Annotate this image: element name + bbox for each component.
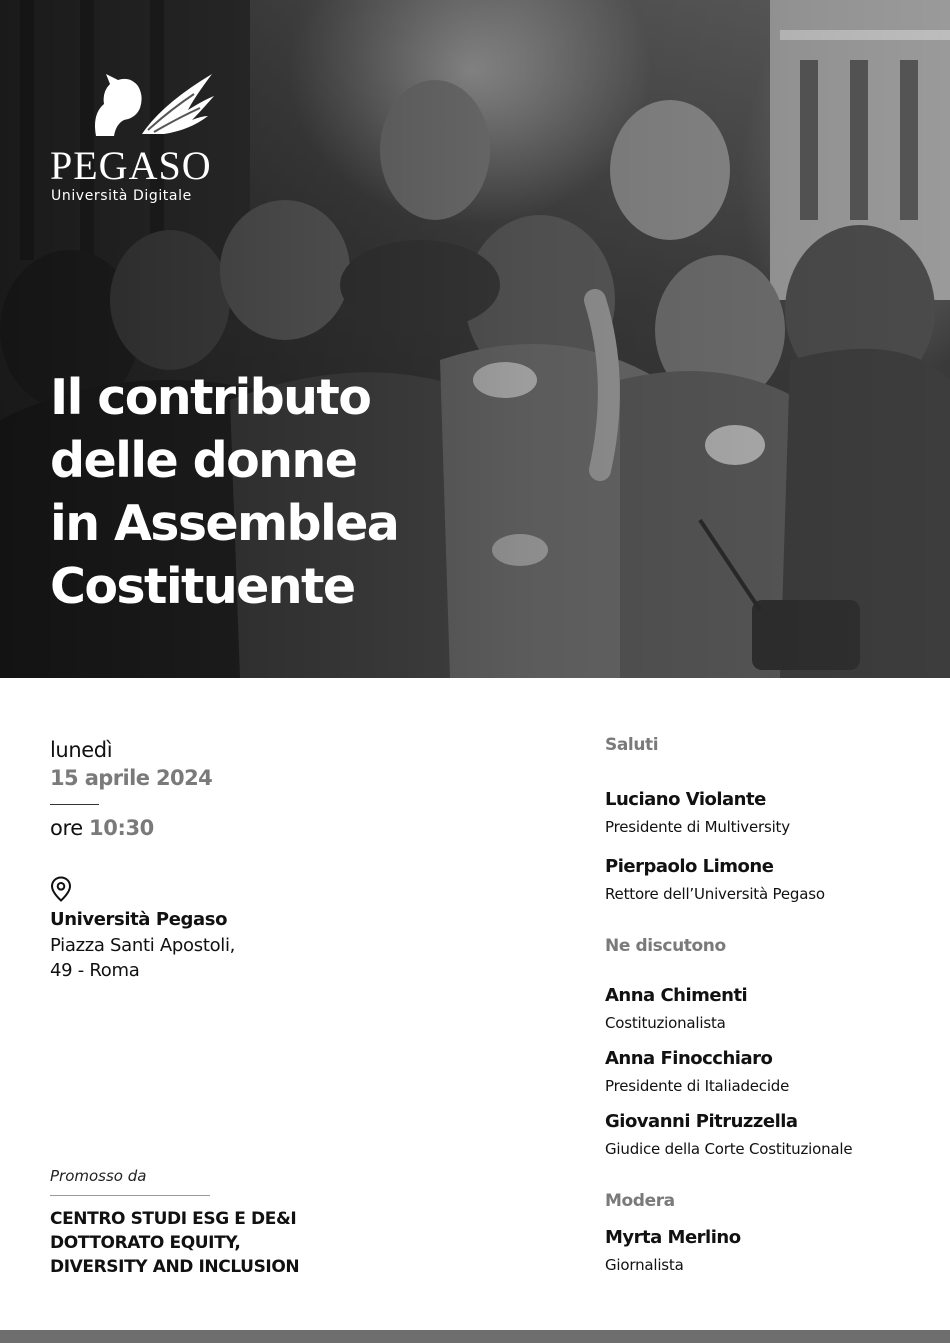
title-line-3: in Assemblea xyxy=(50,495,399,552)
footer-bar xyxy=(0,1330,950,1343)
speaker-name: Anna Chimenti xyxy=(605,985,748,1006)
event-time-line xyxy=(50,816,154,840)
section-heading-modera: Modera xyxy=(605,1191,675,1211)
event-time: 10:30 xyxy=(89,816,154,840)
speaker-role: Presidente di Italiadecide xyxy=(605,1077,790,1095)
promoter-line-1: CENTRO STUDI ESG E DE&I xyxy=(50,1209,297,1229)
speaker-role: Presidente di Multiversity xyxy=(605,818,790,836)
address-line-1: Piazza Santi Apostoli, xyxy=(50,935,236,956)
brand-name: PEGASO xyxy=(50,143,212,188)
venue-name: Università Pegaso xyxy=(50,909,228,930)
time-prefix: ore xyxy=(50,816,83,840)
promoter-organization xyxy=(50,1207,299,1279)
event-title xyxy=(50,366,510,618)
speaker-role: Giudice della Corte Costituzionale xyxy=(605,1140,853,1158)
promoter-label: Promosso da xyxy=(50,1167,147,1185)
section-heading-discutono: Ne discutono xyxy=(605,936,726,956)
title-line-2: delle donne xyxy=(50,432,357,489)
speaker-name: Anna Finocchiaro xyxy=(605,1048,773,1069)
speaker-role: Costituzionalista xyxy=(605,1014,726,1032)
promoter-line-2: DOTTORATO EQUITY, xyxy=(50,1233,241,1253)
moderator-name: Myrta Merlino xyxy=(605,1227,741,1248)
speaker-name: Giovanni Pitruzzella xyxy=(605,1111,798,1132)
speaker-role: Rettore dell’Università Pegaso xyxy=(605,885,825,903)
event-date: 15 aprile 2024 xyxy=(50,766,213,790)
event-day: lunedì xyxy=(50,738,113,762)
speaker-name: Pierpaolo Limone xyxy=(605,856,774,877)
winged-horse-icon xyxy=(44,64,234,144)
section-heading-saluti: Saluti xyxy=(605,735,659,755)
title-line-4: Costituente xyxy=(50,558,355,615)
brand-subtitle: Università Digitale xyxy=(51,188,192,204)
address-line-2: 49 - Roma xyxy=(50,960,140,981)
promoter-divider xyxy=(50,1195,210,1196)
title-line-1: Il contributo xyxy=(50,369,371,426)
map-pin-icon xyxy=(50,876,72,902)
moderator-role: Giornalista xyxy=(605,1256,684,1274)
speaker-name: Luciano Violante xyxy=(605,789,766,810)
venue-address xyxy=(50,933,235,983)
promoter-line-3: DIVERSITY AND INCLUSION xyxy=(50,1257,300,1277)
date-divider xyxy=(50,804,99,805)
